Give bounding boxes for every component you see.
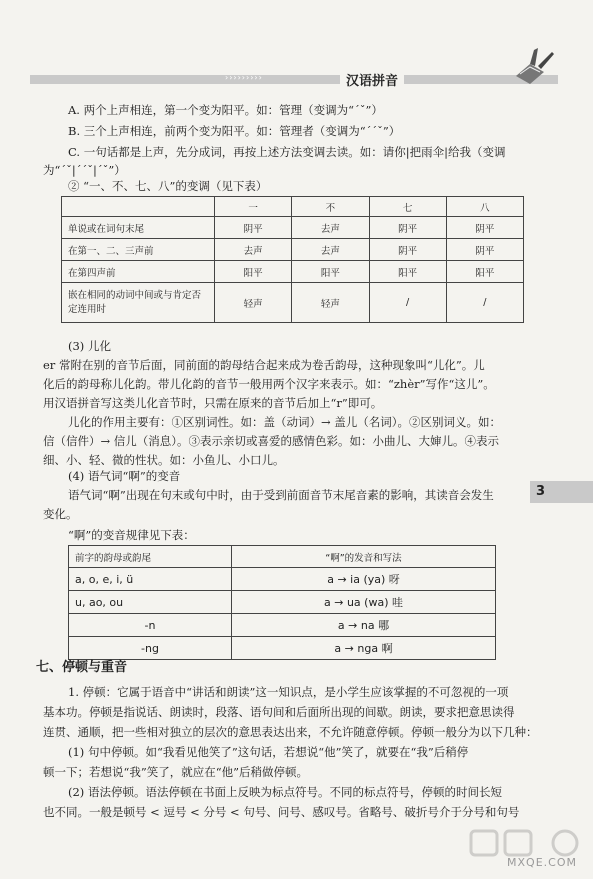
a-change-paragraph: 变化。 — [43, 507, 78, 521]
table-cell: 阳平 — [292, 261, 369, 283]
table-row — [69, 614, 496, 637]
table-header-row — [69, 546, 496, 568]
erhua-paragraph: 用汉语拼音写这类儿化音节时，只需在原来的音节后加上“r”即可。 — [43, 396, 383, 410]
tone-change-table — [61, 196, 524, 323]
page-number: 3 — [536, 484, 546, 499]
pause-paragraph: 连贯、通顺，把一些相对独立的层次的意思表达出来，不允许随意停顿。停顿一般分为以下几种： — [43, 725, 538, 739]
table-cell: a → ua (wa) 哇 — [232, 591, 496, 614]
table-row — [62, 217, 524, 239]
table-row — [69, 637, 496, 660]
a-change-paragraph: “啊”的变音规律见下表： — [68, 528, 195, 542]
header-title: 汉语拼音 — [340, 70, 404, 89]
table-cell: / — [446, 283, 523, 323]
pause-paragraph: 1. 停顿：它属于语音中“讲话和朗读”这一知识点，是小学生应该掌握的不可忽视的一项 — [68, 685, 509, 699]
book-quill-logo-icon — [508, 46, 558, 86]
section-title: 七、停顿与重音 — [36, 660, 128, 675]
tone-rule-c-cont: 为“ˊˇ|ˊˊˇ|ˊˇ”） — [43, 163, 126, 177]
table-cell: 轻声 — [292, 283, 369, 323]
table-cell: 阴平 — [215, 217, 292, 239]
table-row — [62, 261, 524, 283]
table-cell: 嵌在相同的动词中间或与肯定否定连用时 — [62, 283, 215, 323]
table-header-cell: 一 — [215, 197, 292, 217]
erhua-paragraph: 细、小、轻、微的性状。如：小鱼儿、小口儿。 — [43, 453, 285, 467]
pause-paragraph: 基本功。停顿是指说话、朗读时，段落、语句间和后面所出现的间歇。朗读，要求把意思读得 — [43, 705, 515, 719]
pause-paragraph: (2) 语法停顿。语法停顿在书面上反映为标点符号。不同的标点符号，停顿的时间长短 — [68, 785, 502, 799]
table-cell: 在第一、二、三声前 — [62, 239, 215, 261]
table-cell: -ng — [69, 637, 232, 660]
a-change-title: (4) 语气词“啊”的变音 — [68, 469, 181, 483]
pause-paragraph: (1) 句中停顿。如“我看见他笑了”这句话，若想说“他”笑了，就要在“我”后稍停 — [68, 745, 469, 759]
table-cell: u, ao, ou — [69, 591, 232, 614]
table-cell: a, o, e, i, ü — [69, 568, 232, 591]
table-cell: / — [369, 283, 446, 323]
tone-rule-b: B. 三个上声相连，前两个变为阳平。如：管理者（变调为“ˊˊˇ”） — [68, 124, 401, 138]
erhua-paragraph: 化后的韵母称儿化韵。带儿化韵的音节一般用两个汉字来表示。如：“zhèr”写作“这儿”。 — [43, 377, 495, 391]
table-cell: 去声 — [292, 217, 369, 239]
table-cell: 轻声 — [215, 283, 292, 323]
erhua-paragraph: er 常附在别的音节后面，同前面的韵母结合起来成为卷舌韵母，这种现象叫“儿化”。儿 — [43, 358, 485, 372]
erhua-paragraph: 信（信件）→ 信儿（消息）。③表示亲切或喜爱的感情色彩。如：小曲儿、大婶儿。④表示 — [43, 434, 500, 448]
table-cell: 阴平 — [369, 239, 446, 261]
table-header-cell — [62, 197, 215, 217]
table-header-cell: 八 — [446, 197, 523, 217]
header-arrows: ››››››››› — [225, 73, 263, 82]
table-cell: a → na 哪 — [232, 614, 496, 637]
table-row — [69, 568, 496, 591]
table-cell: 阳平 — [369, 261, 446, 283]
table-cell: 单说或在词句末尾 — [62, 217, 215, 239]
header-bar — [30, 75, 558, 84]
watermark-text: MXQE.COM — [507, 856, 577, 869]
table-cell: 阴平 — [446, 239, 523, 261]
table-cell: a → nga 啊 — [232, 637, 496, 660]
table-header-cell: 七 — [369, 197, 446, 217]
table-header-row — [62, 197, 524, 217]
a-variation-table — [68, 545, 496, 660]
table-header-cell: 不 — [292, 197, 369, 217]
a-change-paragraph: 语气词“啊”出现在句末或句中时，由于受到前面音节末尾音素的影响，其读音会发生 — [68, 488, 494, 502]
tone-rule-c: C. 一句话都是上声，先分成词，再按上述方法变调去读。如：请你|把雨伞|给我（变调 — [68, 145, 506, 159]
table-cell: 在第四声前 — [62, 261, 215, 283]
tone-rule-a: A. 两个上声相连，第一个变为阳平。如：管理（变调为“ˊˇ”） — [68, 103, 383, 117]
pause-paragraph: 顿一下；若想说“我”笑了，就应在“他”后稍做停顿。 — [43, 765, 309, 779]
table-cell: 阳平 — [446, 261, 523, 283]
table-header-cell: “啊”的发音和写法 — [232, 546, 496, 568]
erhua-paragraph: 儿化的作用主要有：①区别词性。如：盖（动词）→ 盖儿（名词）。②区别词义。如： — [68, 415, 502, 429]
table-header-cell: 前字的韵母或韵尾 — [69, 546, 232, 568]
erhua-title: (3) 儿化 — [68, 339, 111, 353]
page-header — [30, 70, 558, 89]
table-cell: -n — [69, 614, 232, 637]
yi-bu-qi-ba-heading: ② “一、不、七、八”的变调（见下表） — [68, 179, 268, 193]
table-cell: 阴平 — [446, 217, 523, 239]
table-cell: 去声 — [215, 239, 292, 261]
table-cell: 去声 — [292, 239, 369, 261]
table-cell: 阴平 — [369, 217, 446, 239]
table-row — [62, 283, 524, 323]
table-row — [62, 239, 524, 261]
table-cell: a → ia (ya) 呀 — [232, 568, 496, 591]
table-cell: 阳平 — [215, 261, 292, 283]
table-row — [69, 591, 496, 614]
pause-paragraph: 也不同。一般是顿号 < 逗号 < 分号 < 句号、问号、感叹号。省略号、破折号介于分号和句号 — [43, 805, 520, 819]
